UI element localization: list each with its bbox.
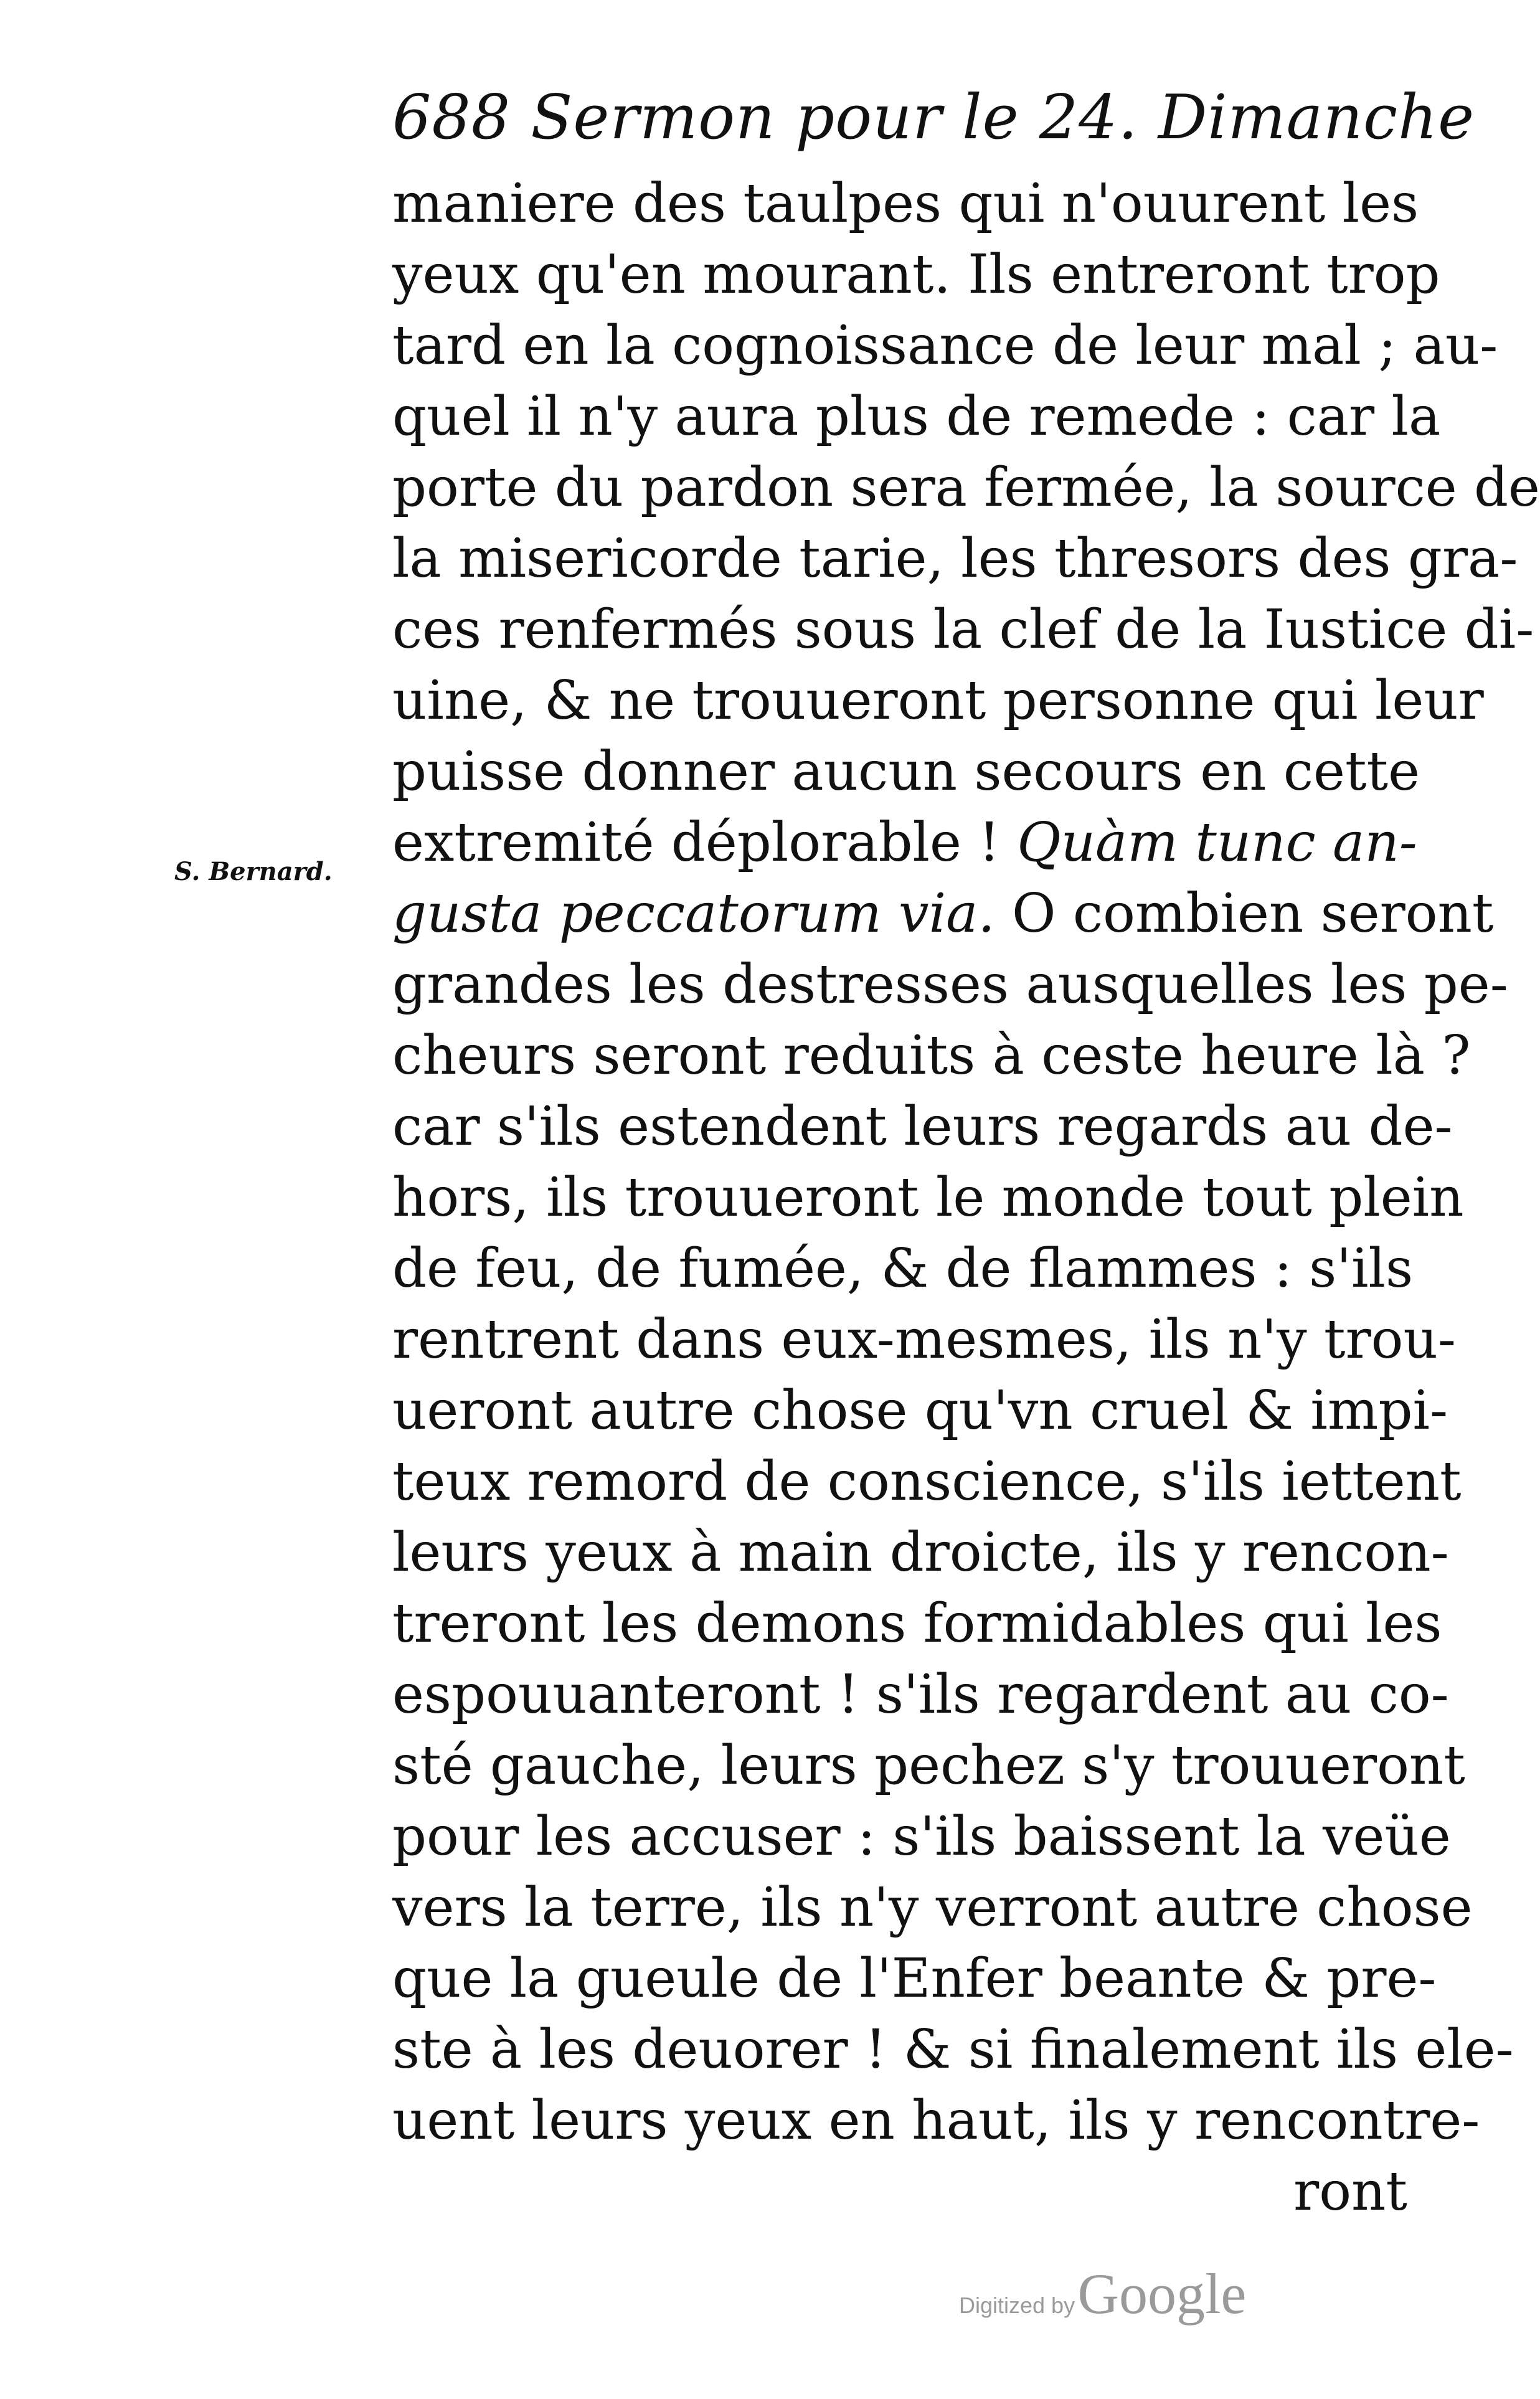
- text-line: treront les demons formidables qui les: [392, 1592, 1442, 1655]
- text-line: ste à les deuorer ! & si finalement ils ele-: [392, 2018, 1514, 2081]
- text-line-with-quote: [392, 807, 1417, 878]
- text-line: que la gueule de l'Enfer beante & pre-: [392, 1947, 1437, 2010]
- text-line: vers la terre, ils n'y verront autre chose: [392, 1876, 1473, 1939]
- text-line: grandes les destresses ausquelles les pe-: [392, 953, 1508, 1016]
- text-line: porte du pardon sera fermée, la source de: [392, 457, 1540, 519]
- google-logo: Google: [1077, 2262, 1247, 2326]
- digitized-watermark: [959, 2261, 1246, 2327]
- text-segment: extremité déplorable !: [392, 811, 1018, 874]
- body-text: [392, 168, 1540, 2227]
- catchword: ront: [1293, 2160, 1407, 2223]
- margin-note: S. Bernard.: [174, 857, 333, 886]
- text-line: cheurs seront reduits à ceste heure là ?: [392, 1024, 1471, 1087]
- text-line: uine, & ne trouueront personne qui leur: [392, 670, 1484, 732]
- latin-quote: gusta peccatorum via.: [392, 882, 995, 945]
- text-line: rentrent dans eux-mesmes, ils n'y trou-: [392, 1308, 1456, 1371]
- text-line: teux remord de conscience, s'ils iettent: [392, 1450, 1462, 1513]
- watermark-prefix: Digitized by: [959, 2293, 1075, 2318]
- text-line-with-quote: [392, 878, 1494, 949]
- latin-quote: Quàm tunc an-: [1017, 811, 1417, 874]
- text-line: tard en la cognoissance de leur mal ; au-: [392, 315, 1498, 377]
- text-line: de feu, de fumée, & de flammes : s'ils: [392, 1237, 1414, 1300]
- text-line: ces renfermés sous la clef de la Iustice di-: [392, 599, 1534, 661]
- text-line: quel il n'y aura plus de remede : car la: [392, 386, 1441, 448]
- text-line: uent leurs yeux en haut, ils y rencontre-: [392, 2089, 1480, 2152]
- text-line: car s'ils estendent leurs regards au de-: [392, 1095, 1453, 1158]
- text-line: pour les accuser : s'ils baissent la veüe: [392, 1805, 1451, 1868]
- text-segment: O combien seront: [994, 882, 1494, 945]
- text-line: sté gauche, leurs pechez s'y trouueront: [392, 1734, 1465, 1797]
- running-head: 688 Sermon pour le 24. Dimanche: [392, 82, 1475, 153]
- text-line: la misericorde tarie, les thresors des gra-: [392, 528, 1518, 590]
- text-line: ueront autre chose qu'vn cruel & impi-: [392, 1379, 1448, 1442]
- text-line: maniere des taulpes qui n'ouurent les: [392, 173, 1419, 235]
- text-line: hors, ils trouueront le monde tout plein: [392, 1166, 1464, 1229]
- text-line: leurs yeux à main droicte, ils y rencon-: [392, 1521, 1449, 1584]
- text-line: puisse donner aucun secours en cette: [392, 741, 1420, 803]
- text-line: espouuanteront ! s'ils regardent au co-: [392, 1663, 1449, 1726]
- text-line: yeux qu'en mourant. Ils entreront trop: [392, 244, 1440, 306]
